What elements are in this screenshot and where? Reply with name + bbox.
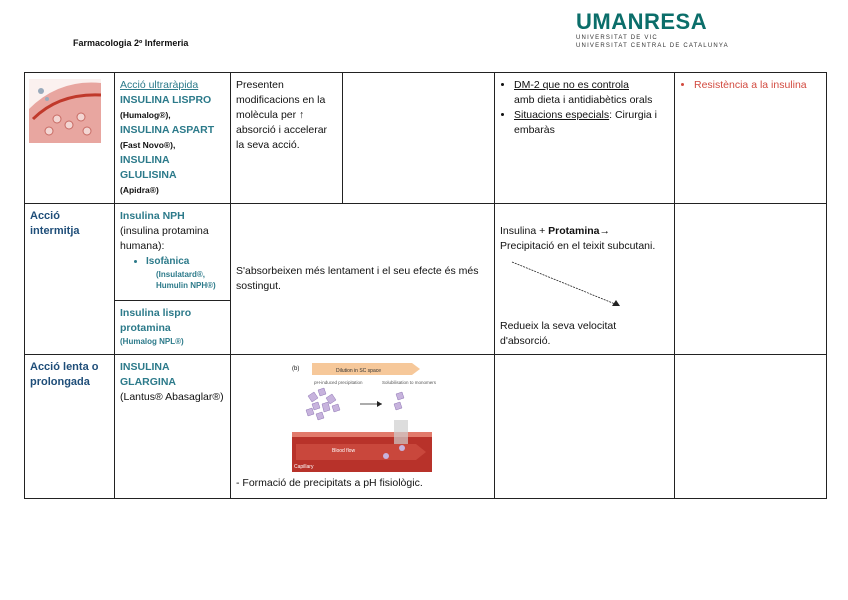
insulin-absorption-image <box>29 79 101 143</box>
drug-nph: Insulina NPH <box>120 210 185 222</box>
row3-figure-cell <box>231 355 495 499</box>
protamina-line: Insulina + Protamina→ <box>500 225 611 237</box>
row1-indications-cell <box>495 73 675 204</box>
brand-apidra: (Apidra®) <box>120 185 159 195</box>
row1-adverse-cell <box>675 73 827 204</box>
row3-drug-cell <box>115 355 231 499</box>
drug-glulisina: INSULINA GLULISINA <box>120 154 177 181</box>
fig-capillary-label: Capillary <box>294 464 314 470</box>
isofanica: • Isofànica <box>146 254 225 269</box>
indication-special: • Situacions especials: Cirurgia i embaràs <box>514 108 669 138</box>
drug-lispro: INSULINA LISPRO <box>120 94 212 106</box>
row2-label: Acció intermitja <box>25 204 115 355</box>
row2-protamina-cell <box>495 204 675 355</box>
fig-arrow-text: Dilution in SC space <box>336 368 382 374</box>
row3-empty-cell-1 <box>495 355 675 499</box>
row1-title: Acció ultraràpida <box>120 79 199 91</box>
precipitation-text: Precipitació en el teixit subcutani. <box>500 240 656 252</box>
fig-left-label: pH-induced precipitation <box>314 380 363 385</box>
row-long <box>25 355 827 499</box>
logo-line-1: UNIVERSITAT DE VIC <box>576 35 658 41</box>
course-title: Farmacologia 2º Infermeria <box>73 38 189 48</box>
isofanica-brands: (Insulatard®, Humulin NPH®) <box>156 270 216 290</box>
row1-mechanism-cell: Presenten modificacions en la molècula per ↑ absorció i accelerar la seva acció. <box>231 73 343 204</box>
drug-lispro-protamina: Insulina lispro protamina <box>120 306 192 334</box>
logo-line-2: UNIVERSITAT CENTRAL DE CATALUNYA <box>576 43 729 49</box>
reduce-text: Redueix la seva velocitat d'absorció. <box>500 320 617 347</box>
nph-desc: (insulina protamina humana): <box>120 225 209 252</box>
brand-fastnovo: (Fast Novo®), <box>120 140 176 150</box>
row1-image-cell <box>25 73 115 204</box>
fig-right-label: Solubilisation to monomers <box>382 380 437 385</box>
row1-drugs-cell <box>115 73 231 204</box>
row2-mechanism-cell: S'absorbeixen més lentament i el seu efecte és més sostingut. <box>231 204 495 355</box>
row2-nph-cell <box>115 204 231 301</box>
adverse-resistance: • Resistència a la insulina <box>694 78 821 93</box>
row3-label: Acció lenta o prolongada <box>25 355 115 499</box>
row3-empty-cell-2 <box>675 355 827 499</box>
row2-empty-cell <box>675 204 827 355</box>
row-ultrarapid <box>25 73 827 204</box>
process-arrow <box>508 254 628 314</box>
fig-label: (b) <box>292 366 300 372</box>
indication-dm2: • DM-2 que no es controla amb dieta i antidiabètics orals <box>514 78 669 108</box>
row2-lispro-prot-cell <box>115 300 231 354</box>
glargine-note: - Formació de precipitats a pH fisiològic. <box>236 477 423 489</box>
insulin-table <box>24 72 827 499</box>
row-intermediate-a <box>25 204 827 301</box>
umanresa-logo <box>576 10 736 50</box>
glargine-precipitation-figure <box>236 360 490 476</box>
drug-glargina: INSULINA GLARGINA <box>120 361 176 388</box>
row1-empty-cell <box>343 73 495 204</box>
fig-blood-label: Blood flow <box>332 448 356 454</box>
brand-humalog: (Humalog®), <box>120 110 171 120</box>
logo-name: UMANRESA <box>576 9 708 34</box>
drug-aspart: INSULINA ASPART <box>120 124 215 136</box>
brand-lantus: (Lantus® Abasaglar®) <box>120 391 224 403</box>
brand-humalog-npl: (Humalog NPL®) <box>120 336 184 346</box>
